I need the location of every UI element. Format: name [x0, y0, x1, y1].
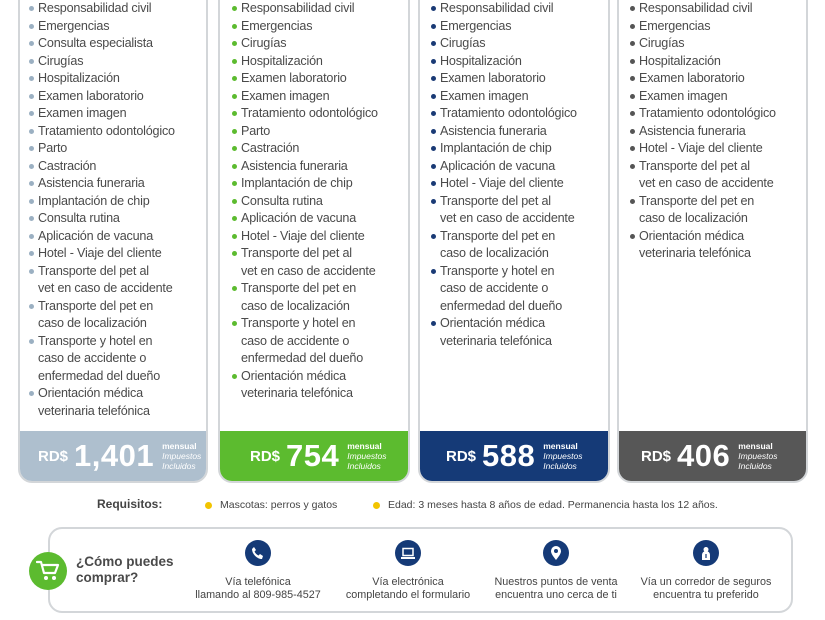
price-currency: RD$ — [641, 447, 672, 465]
plan-card-2 — [218, 0, 410, 483]
feature-text: Cirugías — [241, 36, 287, 50]
bullet-icon — [205, 502, 212, 509]
feature-item — [241, 245, 408, 280]
feature-text: Examen imagen — [241, 88, 330, 103]
feature-item — [38, 53, 206, 71]
feature-item — [440, 315, 608, 350]
feature-text: Transporte y hotel en — [241, 316, 356, 330]
bullet-icon — [232, 216, 237, 221]
channel-online[interactable]: Vía electrónica completando el formulario — [340, 540, 476, 602]
feature-text: veterinaria telefónica — [440, 333, 552, 348]
price-tax-line1: Impuestos — [738, 451, 778, 461]
bullet-icon — [630, 76, 635, 81]
bullet-icon — [232, 146, 237, 151]
feature-text: Transporte del pet al — [639, 158, 750, 173]
feature-text: Tratamiento odontológico — [241, 106, 378, 120]
feature-text: Emergencias — [38, 18, 110, 33]
bullet-icon — [29, 59, 34, 64]
bullet-icon — [232, 94, 237, 99]
bullet-icon — [431, 6, 436, 11]
bullet-icon — [232, 321, 237, 326]
feature-text: Responsabilidad civil — [241, 1, 355, 15]
feature-text: enfermedad del dueño — [38, 368, 161, 383]
feature-item — [440, 0, 608, 18]
feature-list — [420, 0, 608, 350]
feature-text: Castración — [38, 158, 97, 173]
feature-text: Responsabilidad civil — [639, 1, 753, 15]
bullet-icon — [232, 111, 237, 116]
feature-item — [38, 0, 206, 18]
feature-text: Hospitalización — [241, 53, 323, 68]
feature-item — [38, 105, 206, 123]
bullet-icon — [232, 24, 237, 29]
feature-text: Consulta especialista — [38, 36, 153, 50]
feature-item — [38, 333, 206, 386]
feature-text: Hotel - Viaje del cliente — [440, 176, 564, 190]
bullet-icon — [232, 234, 237, 239]
price-amount: 406 — [677, 438, 731, 473]
price-tax-line1: Impuestos — [543, 451, 583, 461]
price-bar — [619, 431, 806, 481]
feature-item — [440, 193, 608, 228]
bullet-icon — [431, 269, 436, 274]
feature-text: caso de localización — [440, 246, 549, 260]
feature-item — [38, 298, 206, 333]
requirements-title: Requisitos: — [97, 497, 163, 511]
bullet-icon — [232, 59, 237, 64]
feature-text: vet en caso de accidente — [440, 211, 575, 225]
bullet-icon — [29, 251, 34, 256]
feature-item — [38, 35, 206, 53]
feature-text: Examen laboratorio — [639, 71, 745, 85]
bullet-icon — [232, 41, 237, 46]
feature-text: Hotel - Viaje del cliente — [38, 246, 162, 260]
bullet-icon — [29, 339, 34, 344]
feature-text: Aplicación de vacuna — [241, 211, 357, 225]
feature-text: caso de accidente o — [38, 351, 147, 365]
feature-text: Examen laboratorio — [440, 71, 546, 85]
bullet-icon — [232, 374, 237, 379]
feature-text: Tratamiento odontológico — [639, 106, 776, 120]
bullet-icon — [232, 286, 237, 291]
bullet-icon — [29, 24, 34, 29]
feature-item — [38, 123, 206, 141]
feature-text: Asistencia funeraria — [38, 176, 145, 190]
broker-person-icon — [693, 540, 719, 566]
feature-text: Examen imagen — [440, 88, 529, 103]
bullet-icon — [232, 164, 237, 169]
feature-text: veterinaria telefónica — [38, 403, 150, 418]
feature-item — [241, 105, 408, 123]
feature-item — [639, 140, 806, 158]
feature-item — [241, 70, 408, 88]
feature-item — [241, 228, 408, 246]
feature-text: Orientación médica — [440, 316, 545, 330]
feature-text: caso de accidente o — [440, 281, 549, 295]
bullet-icon — [29, 164, 34, 169]
bullet-icon — [373, 502, 380, 509]
feature-text: caso de localización — [38, 316, 147, 330]
feature-item — [440, 70, 608, 88]
bullet-icon — [431, 24, 436, 29]
feature-item — [38, 175, 206, 193]
feature-text: Tratamiento odontológico — [38, 123, 175, 138]
bullet-icon — [232, 6, 237, 11]
feature-text: vet en caso de accidente — [38, 281, 173, 295]
feature-item — [241, 53, 408, 71]
feature-item — [440, 140, 608, 158]
feature-item — [38, 18, 206, 36]
feature-text: Castración — [241, 141, 300, 155]
bullet-icon — [29, 111, 34, 116]
price-tax-line1: Impuestos — [347, 451, 387, 461]
bullet-icon — [630, 59, 635, 64]
price-amount: 1,401 — [74, 438, 155, 473]
bullet-icon — [29, 146, 34, 151]
feature-item — [440, 175, 608, 193]
bullet-icon — [630, 94, 635, 99]
bullet-icon — [431, 94, 436, 99]
feature-item — [241, 88, 408, 106]
feature-text: Cirugías — [440, 36, 486, 50]
phone-icon — [245, 540, 271, 566]
price-amount: 754 — [286, 438, 340, 473]
bullet-icon — [431, 234, 436, 239]
bullet-icon — [29, 41, 34, 46]
feature-text: Orientación médica — [38, 386, 143, 400]
feature-text: vet en caso de accidente — [241, 263, 376, 278]
price-tax-line1: Impuestos — [162, 451, 202, 461]
feature-text: Emergencias — [440, 18, 512, 33]
feature-item — [440, 228, 608, 263]
feature-item — [440, 158, 608, 176]
price-tax-line2: Incluidos — [347, 461, 381, 471]
feature-text: Asistencia funeraria — [440, 123, 547, 138]
price-currency: RD$ — [446, 447, 477, 465]
channel-sales-points[interactable]: Nuestros puntos de venta encuentra uno cerca de ti — [488, 540, 624, 602]
feature-item — [241, 35, 408, 53]
price-currency: RD$ — [38, 447, 69, 465]
feature-text: Tratamiento odontológico — [440, 106, 577, 120]
feature-text: Examen laboratorio — [38, 88, 144, 103]
bullet-icon — [431, 146, 436, 151]
channel-broker[interactable]: Vía un corredor de seguros encuentra tu preferido — [636, 540, 776, 602]
feature-text: Parto — [38, 141, 68, 155]
requirements-row — [0, 497, 825, 517]
feature-text: Transporte y hotel en — [38, 333, 153, 348]
bullet-icon — [630, 234, 635, 239]
feature-text: Cirugías — [639, 36, 685, 50]
feature-list — [220, 0, 408, 403]
plan-card-1 — [18, 0, 208, 483]
feature-item — [241, 315, 408, 368]
feature-text: Transporte del pet en — [639, 193, 755, 208]
feature-item — [241, 0, 408, 18]
bullet-icon — [29, 304, 34, 309]
feature-text: caso de localización — [241, 298, 350, 313]
how-to-buy-title: ¿Cómo puedes comprar? — [76, 554, 174, 585]
feature-item — [440, 263, 608, 316]
feature-text: Transporte del pet en — [241, 281, 357, 295]
feature-item — [639, 18, 806, 36]
feature-text: Aplicación de vacuna — [440, 158, 556, 173]
bullet-icon — [431, 59, 436, 64]
bullet-icon — [29, 216, 34, 221]
bullet-icon — [630, 146, 635, 151]
price-amount: 588 — [482, 438, 536, 473]
bullet-icon — [232, 251, 237, 256]
feature-text: Asistencia funeraria — [639, 123, 746, 138]
feature-item — [38, 228, 206, 246]
feature-item — [639, 88, 806, 106]
bullet-icon — [630, 41, 635, 46]
feature-text: Emergencias — [241, 18, 313, 33]
price-period: mensual — [162, 441, 197, 451]
feature-text: caso de localización — [639, 211, 748, 225]
bullet-icon — [431, 41, 436, 46]
feature-item — [440, 53, 608, 71]
feature-item — [241, 158, 408, 176]
feature-text: Examen laboratorio — [241, 71, 347, 85]
feature-item — [241, 193, 408, 211]
requirement-item: Edad: 3 meses hasta 8 años de edad. Permanencia hasta los 12 años. — [373, 499, 718, 511]
feature-text: Transporte del pet en — [440, 228, 556, 243]
plan-card-4 — [617, 0, 808, 483]
bullet-icon — [431, 321, 436, 326]
feature-text: Transporte del pet en — [38, 298, 154, 313]
feature-text: Implantación de chip — [241, 176, 353, 190]
feature-text: vet en caso de accidente — [639, 176, 774, 190]
bullet-icon — [630, 164, 635, 169]
bullet-icon — [232, 129, 237, 134]
feature-text: Transporte del pet al — [440, 193, 551, 208]
feature-text: Consulta rutina — [241, 193, 323, 208]
bullet-icon — [232, 181, 237, 186]
feature-text: veterinaria telefónica — [241, 386, 353, 400]
price-bar — [220, 431, 408, 481]
feature-text: Hospitalización — [440, 53, 522, 68]
bullet-icon — [29, 76, 34, 81]
bullet-icon — [29, 94, 34, 99]
price-tax-line2: Incluidos — [543, 461, 577, 471]
feature-text: Parto — [241, 123, 271, 138]
feature-item — [639, 228, 806, 263]
channel-phone[interactable]: Vía telefónica llamando al 809-985-4527 — [190, 540, 326, 602]
feature-text: caso de accidente o — [241, 333, 350, 348]
feature-item — [38, 385, 206, 420]
feature-item — [241, 210, 408, 228]
feature-item — [38, 140, 206, 158]
feature-item — [241, 123, 408, 141]
price-currency: RD$ — [250, 447, 281, 465]
bullet-icon — [232, 199, 237, 204]
feature-item — [639, 70, 806, 88]
bullet-icon — [29, 199, 34, 204]
feature-item — [38, 263, 206, 298]
feature-text: Transporte del pet al — [38, 263, 149, 278]
feature-text: Asistencia funeraria — [241, 158, 348, 173]
feature-item — [639, 53, 806, 71]
bullet-icon — [29, 391, 34, 396]
feature-text: Orientación médica — [241, 368, 346, 383]
bullet-icon — [29, 234, 34, 239]
feature-item — [38, 245, 206, 263]
bullet-icon — [630, 6, 635, 11]
bullet-icon — [630, 24, 635, 29]
bullet-icon — [431, 181, 436, 186]
feature-text: Examen imagen — [639, 88, 728, 103]
feature-list — [619, 0, 806, 263]
bullet-icon — [29, 181, 34, 186]
price-period: mensual — [543, 441, 578, 451]
feature-item — [38, 193, 206, 211]
feature-item — [440, 105, 608, 123]
feature-item — [639, 35, 806, 53]
feature-item — [639, 0, 806, 18]
feature-text: Cirugías — [38, 53, 84, 68]
feature-text: Hospitalización — [38, 71, 120, 85]
price-period: mensual — [347, 441, 382, 451]
bullet-icon — [431, 199, 436, 204]
price-bar — [20, 431, 206, 481]
feature-text: Implantación de chip — [38, 193, 150, 208]
feature-item — [241, 280, 408, 315]
bullet-icon — [431, 129, 436, 134]
feature-text: Aplicación de vacuna — [38, 228, 154, 243]
feature-item — [241, 175, 408, 193]
bullet-icon — [630, 129, 635, 134]
feature-item — [38, 210, 206, 228]
feature-item — [440, 18, 608, 36]
feature-item — [440, 88, 608, 106]
feature-item — [639, 105, 806, 123]
feature-text: veterinaria telefónica — [639, 246, 751, 260]
bullet-icon — [29, 6, 34, 11]
feature-text: Implantación de chip — [440, 141, 552, 155]
bullet-icon — [431, 164, 436, 169]
feature-item — [241, 140, 408, 158]
bullet-icon — [29, 269, 34, 274]
price-tax-line2: Incluidos — [738, 461, 772, 471]
feature-item — [639, 123, 806, 141]
bullet-icon — [630, 111, 635, 116]
feature-text: Examen imagen — [38, 106, 127, 120]
requirement-item: Mascotas: perros y gatos — [205, 499, 337, 511]
bullet-icon — [431, 76, 436, 81]
shopping-cart-icon — [29, 552, 67, 590]
feature-item — [38, 88, 206, 106]
feature-text: Emergencias — [639, 18, 711, 33]
plan-card-3 — [418, 0, 610, 483]
feature-text: Responsabilidad civil — [440, 1, 554, 15]
feature-item — [639, 158, 806, 193]
laptop-icon — [395, 540, 421, 566]
feature-text: enfermedad del dueño — [440, 298, 563, 313]
feature-item — [241, 368, 408, 403]
price-period: mensual — [738, 441, 773, 451]
feature-text: Orientación médica — [639, 228, 744, 243]
feature-text: Consulta rutina — [38, 211, 120, 225]
feature-text: Hospitalización — [639, 53, 721, 68]
map-pin-icon — [543, 540, 569, 566]
price-tax-line2: Incluidos — [162, 461, 196, 471]
feature-text: enfermedad del dueño — [241, 351, 364, 365]
feature-text: Responsabilidad civil — [38, 1, 152, 15]
bullet-icon — [630, 199, 635, 204]
feature-text: Transporte y hotel en — [440, 263, 555, 278]
feature-list — [20, 0, 206, 420]
feature-text: Hotel - Viaje del cliente — [241, 228, 365, 243]
feature-item — [440, 35, 608, 53]
feature-item — [241, 18, 408, 36]
bullet-icon — [431, 111, 436, 116]
bullet-icon — [232, 76, 237, 81]
feature-item — [639, 193, 806, 228]
feature-text: Transporte del pet al — [241, 246, 352, 260]
bullet-icon — [29, 129, 34, 134]
feature-item — [38, 158, 206, 176]
feature-text: Hotel - Viaje del cliente — [639, 141, 763, 155]
price-bar — [420, 431, 608, 481]
feature-item — [440, 123, 608, 141]
feature-item — [38, 70, 206, 88]
